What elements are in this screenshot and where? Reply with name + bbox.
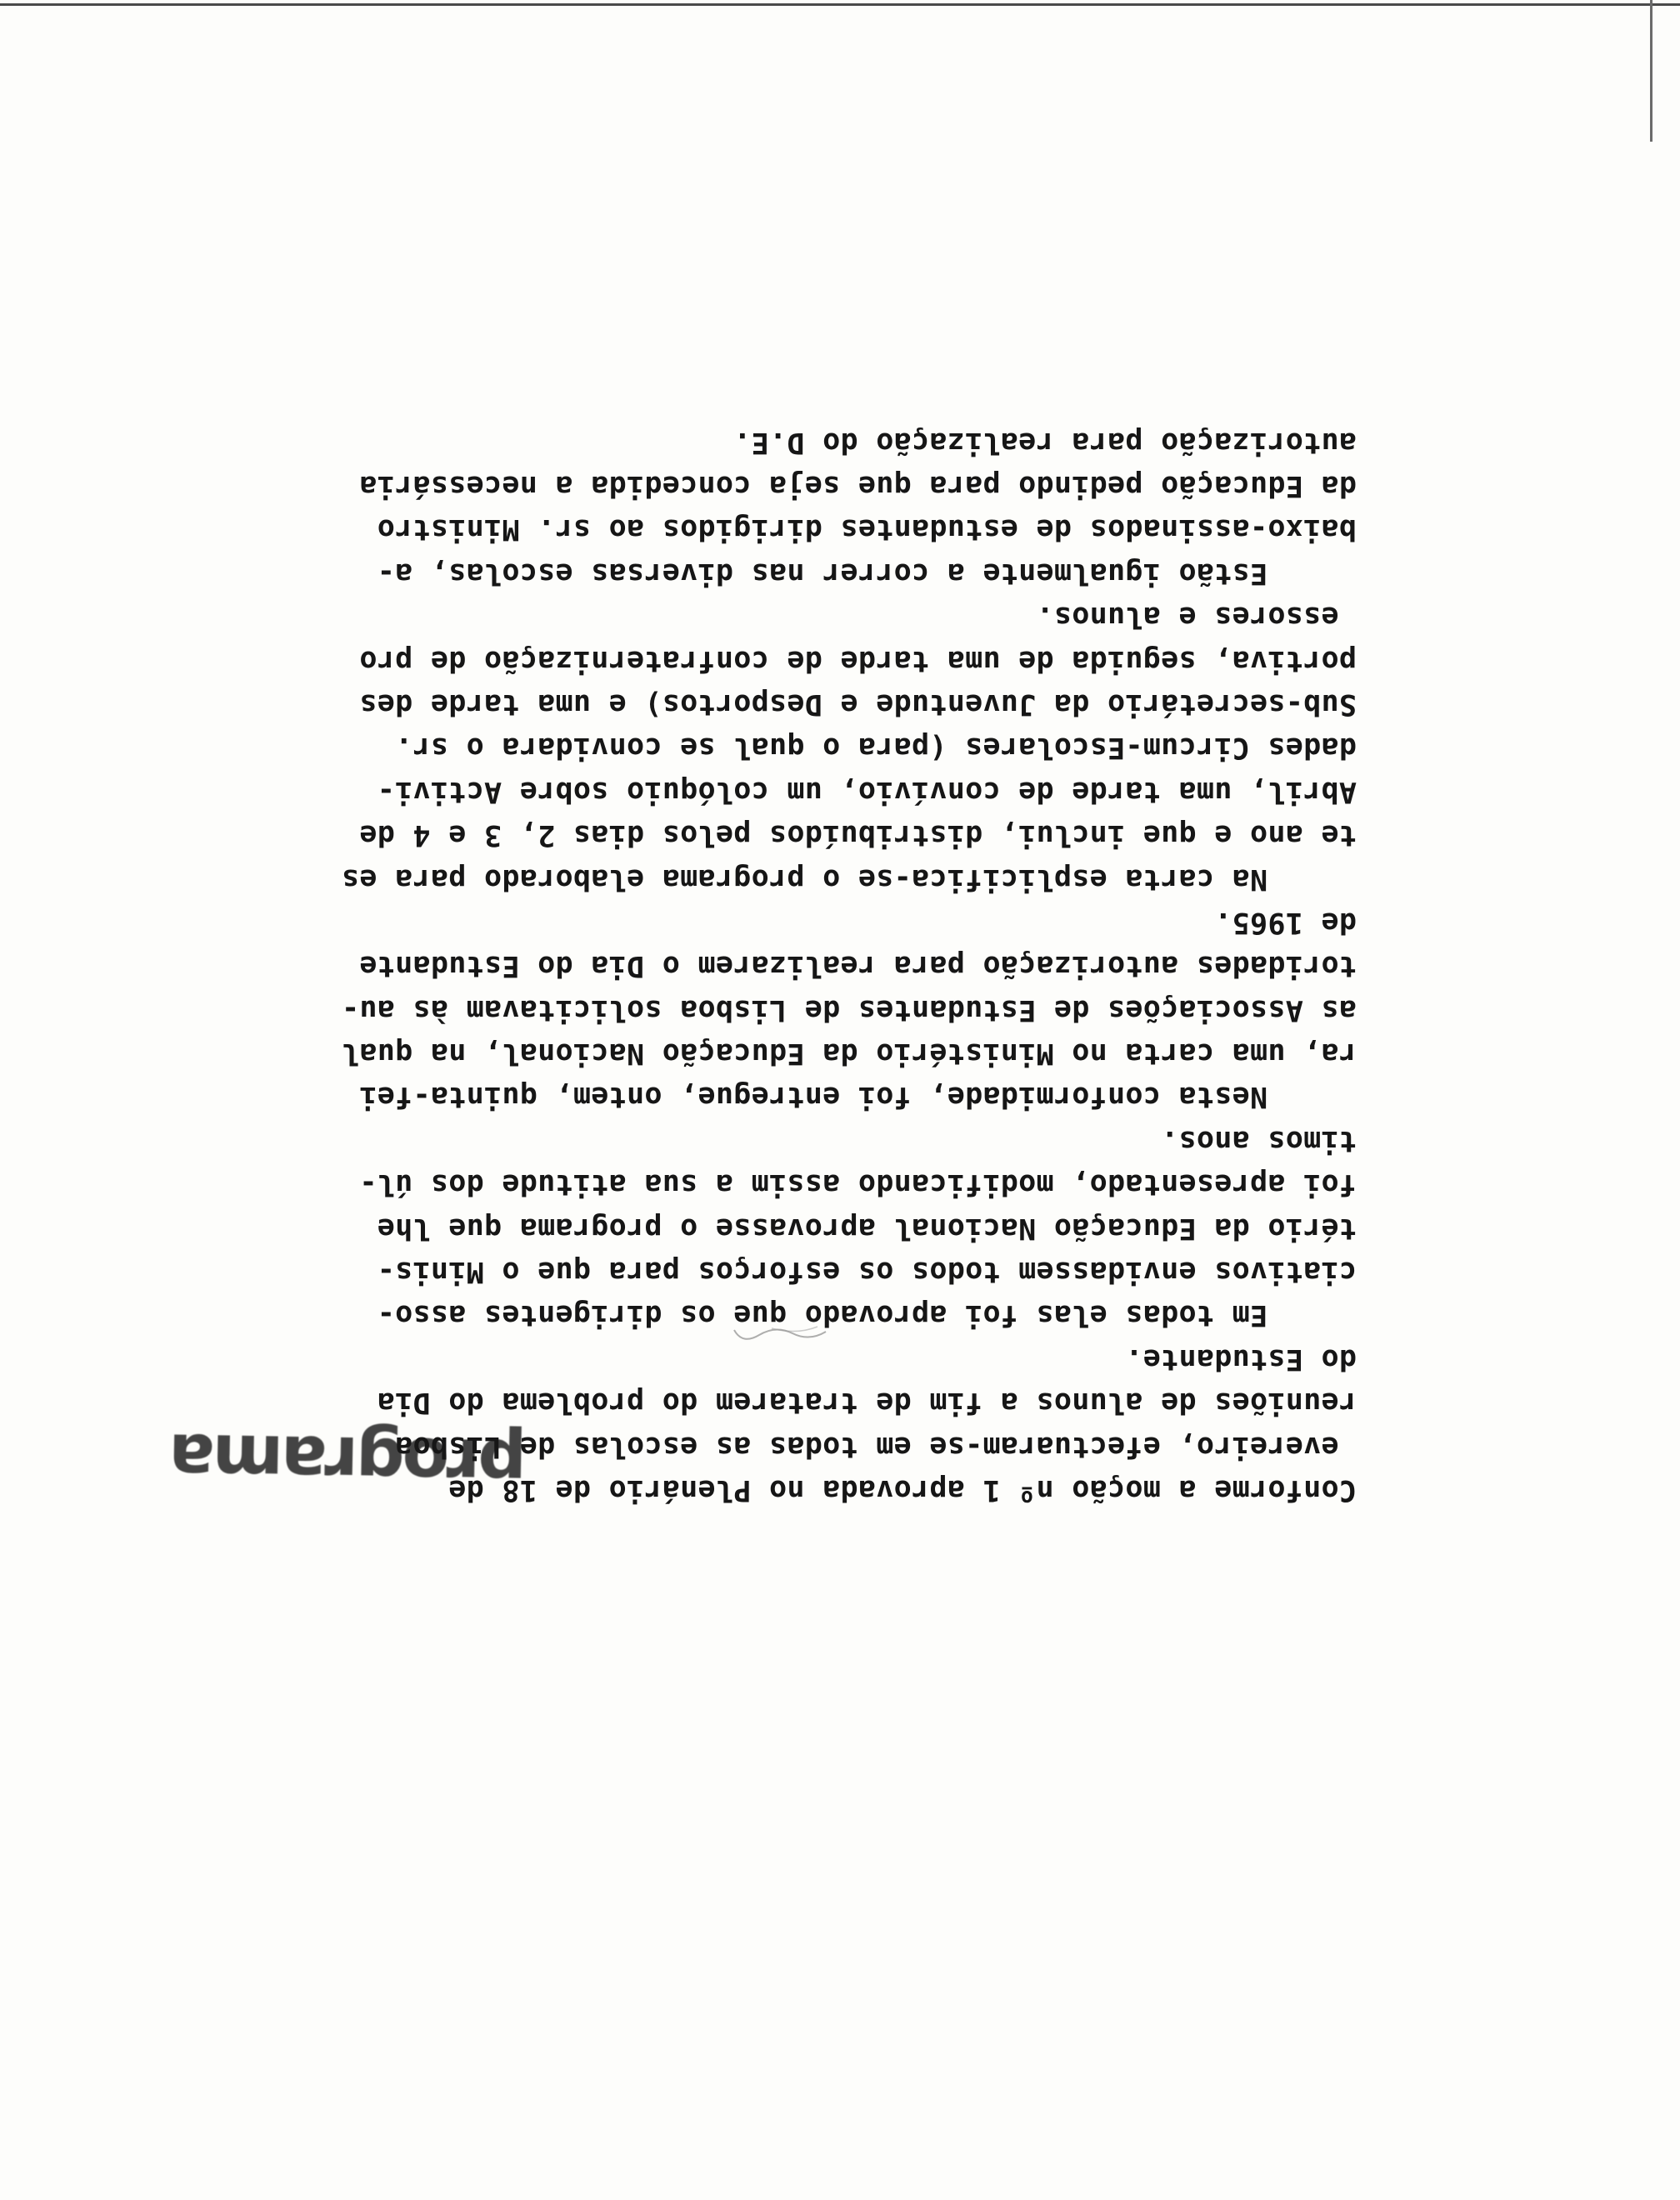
text-line: portiva, seguida de uma tarde de confraternização de pro [359, 643, 1357, 678]
text-line: Em todas elas foi aprovado que os dirigentes asso- [377, 1298, 1357, 1332]
text-line: Na carta esplicifica-se o programa elaborado para es [341, 862, 1357, 896]
text-line: tério da Educação Nacional aprovasse o programa que lhe [377, 1211, 1357, 1245]
text-line: de 1965. [1214, 905, 1357, 939]
text-line: dades Circum-Escolares (para o qual se convidara o sr. [394, 731, 1357, 765]
text-line: reuniões de alunos a fim de tratarem do problema do Dia [377, 1386, 1357, 1420]
text-line: Nesta conformidade, foi entregue, ontem, quinta-fei [359, 1080, 1357, 1114]
text-line: essores e alunos. [1036, 600, 1357, 634]
text-line: Estão igualmente a correr nas diversas escolas, a- [377, 556, 1357, 590]
text-line: autorização para realização do D.E. [732, 425, 1357, 459]
text-line: Abril, uma tarde de convívio, um colóquio sobre Activi- [377, 774, 1357, 808]
text-line: toridades autorização para realizarem o Dia do Estudante [359, 949, 1357, 983]
programa-stamp: programa [170, 1418, 528, 1503]
text-line: Sub-secretário da Juventude e Desportos) e uma tarde des [359, 687, 1357, 721]
text-line: da Educação pedindo para que seja concedida a necessária [359, 469, 1357, 503]
text-line: ciativos envidassem todos os esforços para que o Minis- [377, 1255, 1357, 1289]
text-line: Conforme a moção nº 1 aprovada no Plenário de 18 de [448, 1473, 1357, 1507]
text-line: do Estudante. [1125, 1342, 1357, 1376]
text-line: ra, uma carta no Ministério da Educação Nacional, na qual [341, 1037, 1357, 1071]
text-line: timos anos. [1160, 1123, 1357, 1158]
text-line: evereiro, efectuaram-se em todas as escolas de Lisboa [394, 1429, 1357, 1463]
typewritten-text [107, 420, 1357, 1512]
text-line: baixo-assinados de estudantes dirigidos ao sr. Ministro [377, 512, 1357, 547]
text-line: te ano e que inclui, distribuídos pelos dias 2, 3 e 4 de [359, 818, 1357, 852]
text-line: as Associações de Estudantes de Lisboa solicitavam às au- [341, 992, 1357, 1027]
text-line: foi apresentado, modificando assim a sua atitude dos úl- [359, 1168, 1357, 1202]
